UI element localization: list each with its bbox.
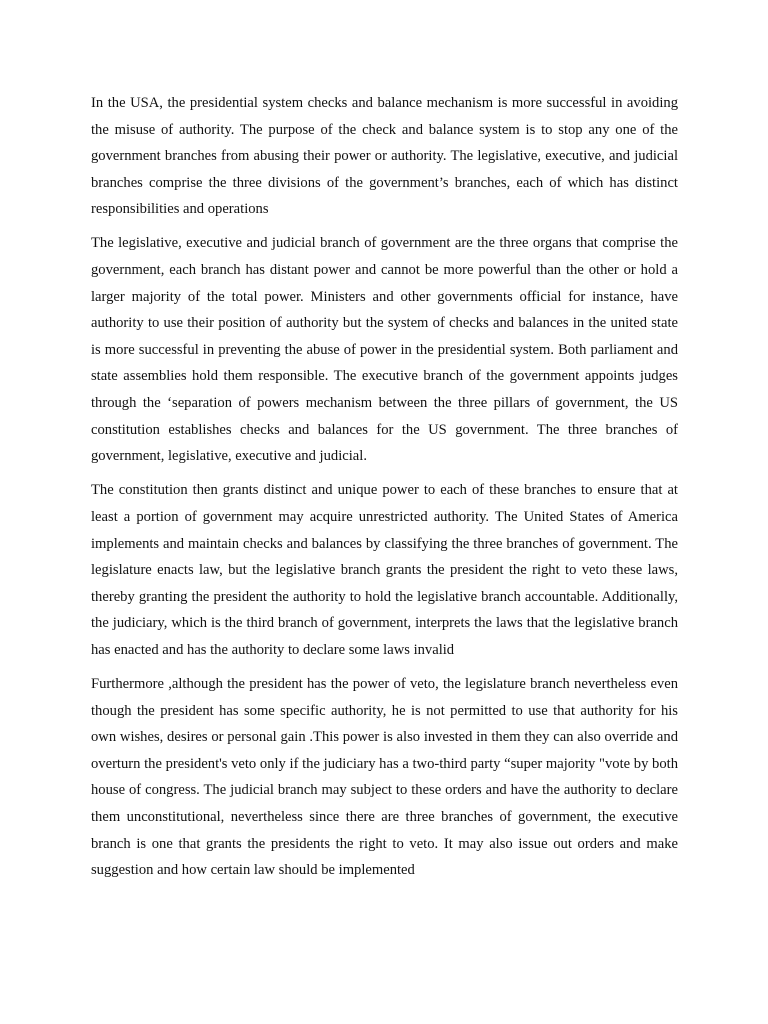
paragraph-3: The constitution then grants distinct and unique power to each of these branches to ensure that at least a portion of government may acquire unrestricted authority. The United States of America implements and maintain checks and balances by classifying the three branches of government. The legislature enacts law, but the legislative branch grants the president the right to veto these laws, thereby granting the president the authority to hold the legislative branch accountable. Additionally, the judiciary, which is the third branch of government, interprets the laws that the legislative branch has enacted and has the authority to declare some laws invalid — [91, 482, 678, 658]
document-body — [91, 90, 678, 891]
paragraph-4: Furthermore ,although the president has the power of veto, the legislature branch nevertheless even though the president has some specific authority, he is not permitted to use that authority for his own wishes, desires or personal gain .This power is also invested in them they can also override and overturn the president's veto only if the judiciary has a two-third party “super majority "vote by both house of congress. The judicial branch may subject to these orders and have the authority to declare them unconstitutional, nevertheless since there are three branches of government, the executive branch is one that grants the presidents the right to veto. It may also issue out orders and make suggestion and how certain law should be implemented — [91, 675, 678, 879]
paragraph-2: The legislative, executive and judicial branch of government are the three organs that comprise the government, each branch has distant power and cannot be more powerful than the other or hold a larger majority of the total power. Ministers and other governments official for instance, have authority to use their position of authority but the system of checks and balances in the united state is more successful in preventing the abuse of power in the presidential system. Both parliament and state assemblies hold them responsible. The executive branch of the government appoints judges through the ‘separation of powers mechanism between the three pillars of government, the US constitution establishes checks and balances for the US government. The three branches of government, legislative, executive and judicial. — [91, 235, 678, 465]
paragraph-1: In the USA, the presidential system checks and balance mechanism is more successful in avoiding the misuse of authority. The purpose of the check and balance system is to stop any one of the government branches from abusing their power or authority. The legislative, executive, and judicial branches comprise the three divisions of the government’s branches, each of which has distinct responsibilities and operations — [91, 95, 678, 218]
